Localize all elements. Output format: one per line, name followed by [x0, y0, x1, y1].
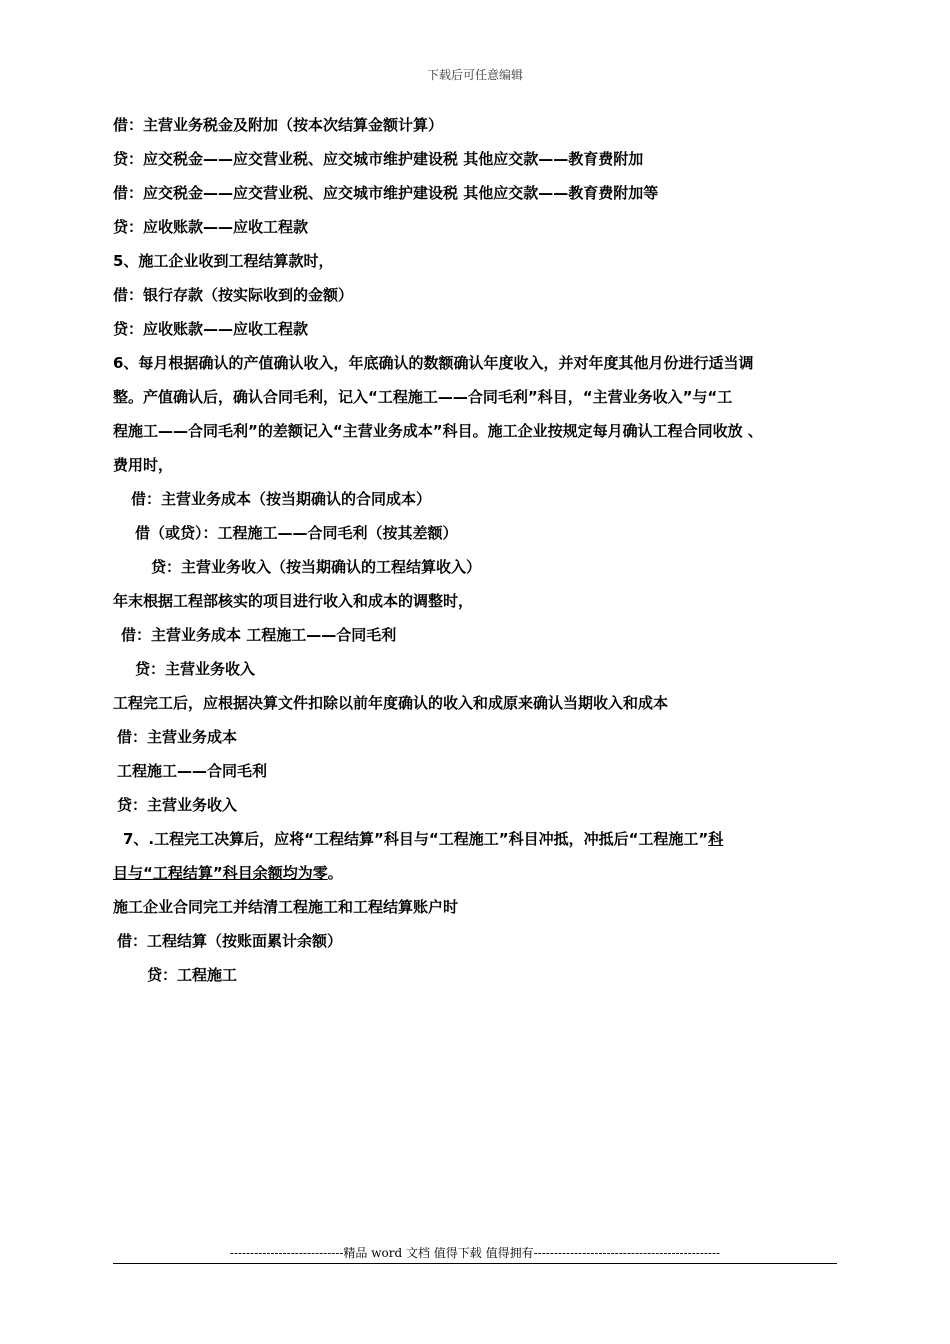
text-line: 贷：主营业务收入（按当期确认的工程结算收入）: [151, 558, 482, 576]
section-heading: 5、施工企业收到工程结算款时，: [113, 252, 334, 270]
text-segment: 。: [327, 864, 343, 882]
paragraph-line: 6、每月根据确认的产值确认收入，年底确认的数额确认年度收入，并对年度其他月份进行适当调: [113, 354, 754, 372]
text-line: 贷：应收账款——应收工程款: [113, 320, 309, 338]
page-footer: ----------------------------精品 word 文档 值得下载 值得拥有----------------------------------------------: [113, 1244, 837, 1264]
paragraph-line: 费用时，: [113, 456, 174, 474]
text-line: 工程完工后，应根据决算文件扣除以前年度确认的收入和成原来确认当期收入和成本: [113, 694, 669, 712]
text-line: 借（或贷）：工程施工——合同毛利（按其差额）: [135, 524, 458, 542]
page-header: 下载后可任意编辑: [426, 68, 523, 82]
text-line: 施工企业合同完工并结清工程施工和工程结算账户时: [113, 898, 459, 916]
section-heading: [113, 827, 853, 861]
text-line: 工程施工——合同毛利: [117, 762, 268, 780]
document-body: [113, 113, 853, 997]
text-line: 借：银行存款（按实际收到的金额）: [113, 286, 354, 304]
text-line: 借：主营业务成本: [117, 728, 238, 746]
underlined-text: 目与“工程结算”科目余额均为零: [113, 864, 328, 882]
text-line: 借：主营业务成本（按当期确认的合同成本）: [131, 490, 432, 508]
text-segment: 7、.工程完工决算后，应将“工程结算”科目与“工程施工”科目冲抵，冲抵后“工程施工”: [123, 830, 709, 848]
text-line: 贷：工程施工: [147, 966, 238, 984]
text-line: 借：主营业务成本 工程施工——合同毛利: [121, 626, 397, 644]
text-line: 贷：主营业务收入: [117, 796, 238, 814]
paragraph-line: 整。产值确认后，确认合同毛利，记入“工程施工——合同毛利”科目，“主营业务收入”与“工: [113, 388, 733, 406]
text-line: 借：工程结算（按账面累计余额）: [117, 932, 343, 950]
paragraph-line: [113, 861, 853, 895]
text-line: 贷：应收账款——应收工程款: [113, 218, 309, 236]
text-line: 借：应交税金——应交营业税、应交城市维护建设税 其他应交款——教育费附加等: [113, 184, 659, 202]
text-line: 年末根据工程部核实的项目进行收入和成本的调整时，: [113, 592, 474, 610]
underlined-text: 科: [708, 830, 724, 848]
text-line: 贷：主营业务收入: [135, 660, 256, 678]
text-line: 贷：应交税金——应交营业税、应交城市维护建设税 其他应交款——教育费附加: [113, 150, 644, 168]
text-line: 借：主营业务税金及附加（按本次结算金额计算）: [113, 116, 444, 134]
paragraph-line: 程施工——合同毛利”的差额记入“主营业务成本”科目。施工企业按规定每月确认工程合同收放 、: [113, 422, 763, 440]
